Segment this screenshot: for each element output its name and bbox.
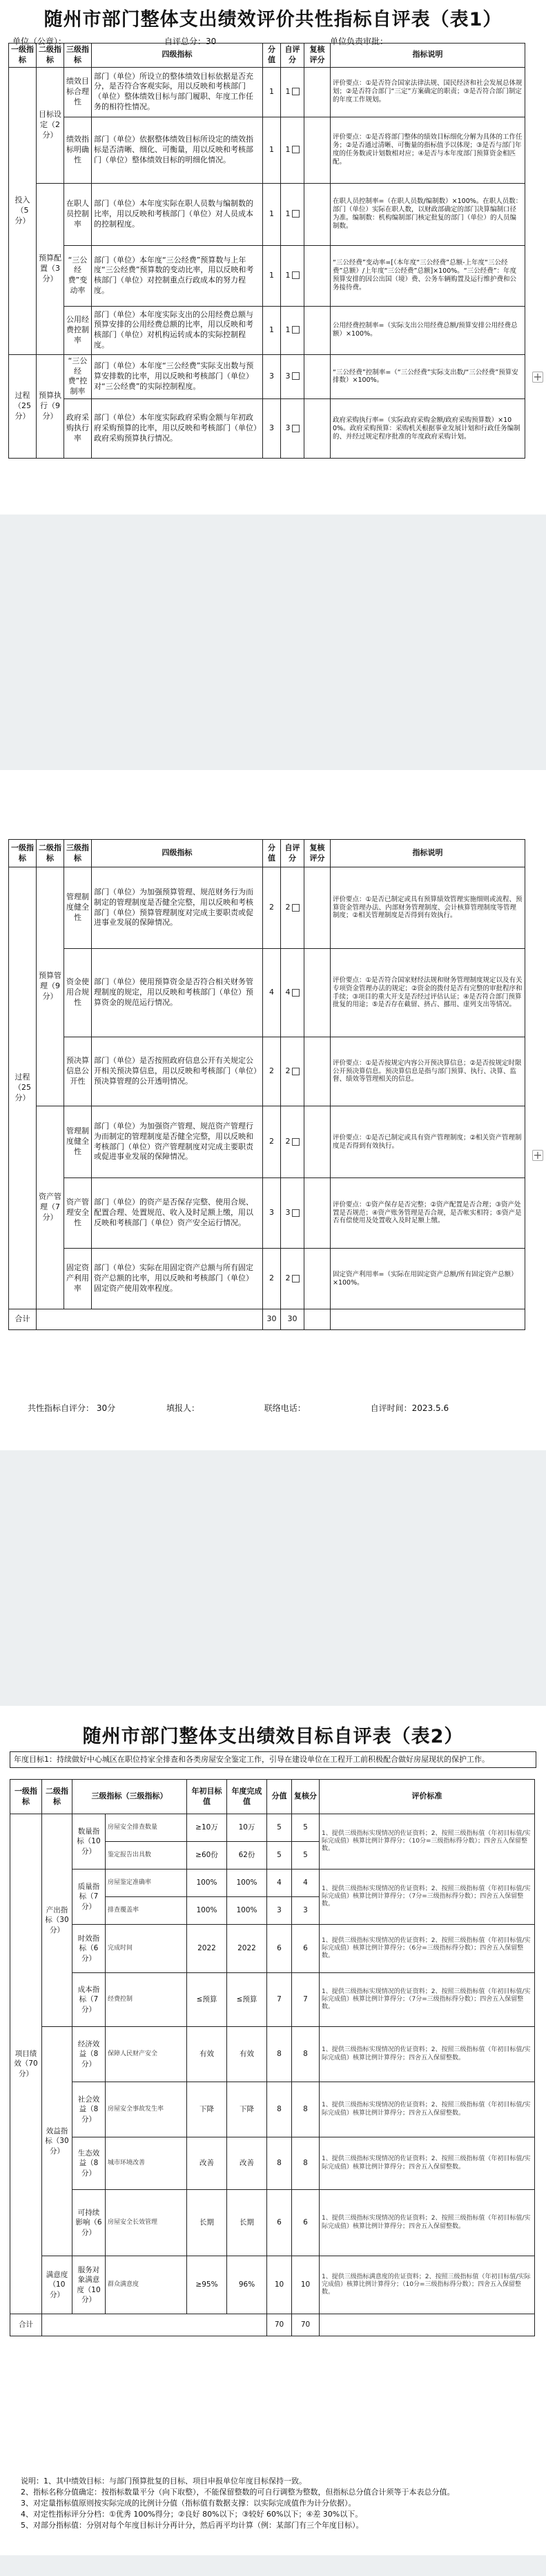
- actual-value: 10万: [227, 1814, 267, 1842]
- level2-cell: 预算配置（3分）: [37, 183, 64, 354]
- self-score-cell[interactable]: [281, 183, 304, 245]
- explanation-cell: 评价要点：①是否符合国家法律法规、国民经济和社会发展总体规划；②是否符合部门“三定”方案确定的职责；③是否符合部门制定的年度工作规划。: [331, 67, 525, 117]
- actual-value: 100%: [227, 1869, 267, 1897]
- table-row: [9, 1106, 525, 1178]
- indicator-name: 经费控制: [106, 1973, 187, 2027]
- level2-cell: 效益指标（30分）: [42, 2027, 72, 2256]
- total-review-score[interactable]: [304, 1309, 331, 1330]
- criteria-cell: 1、提供三级指标实现情况的佐证资料；2、按照三级指标值（年初目标值/实际完成值）核算比例计算得分；四舍五入保留整数。: [320, 2027, 535, 2082]
- self-score-cell[interactable]: [281, 354, 304, 398]
- table-header-row: [9, 840, 525, 867]
- criteria-cell: 1、提供三级指标实现情况的佐证资料；2、按照三级指标值（年初目标值/实际完成值）核算比例计算得分；（10分=三级指标得分数）；四舍五入保留整数。: [320, 1814, 535, 1869]
- total-review[interactable]: 70: [292, 2314, 320, 2336]
- criteria-cell: 1、提供三级指标实现情况的佐证资料；2、按照三级指标值（年初目标值/实际完成值）核算比例计算得分；四舍五入保留整数。: [320, 2082, 535, 2137]
- header-cell: 三级指标: [64, 840, 92, 867]
- score-value: 7: [267, 1973, 292, 2027]
- table-header-row: [10, 1780, 535, 1814]
- note-line: 5、对部分指标值：分别对每个年度目标计分再计分，然后再平均计算（例：某部门有三个年度目标）。: [21, 2520, 364, 2530]
- table-row: [10, 2256, 535, 2314]
- self-score: 3: [285, 1208, 291, 1218]
- header-cell: 三级指标（三级指标）: [72, 1780, 187, 1814]
- level3-cell: 绩效指标明确性: [64, 117, 92, 183]
- total-explanation: [331, 1309, 525, 1330]
- header-cell: 四级指标: [92, 840, 263, 867]
- page-title: 随州市部门整体支出绩效评价共性指标自评表（表1）: [43, 9, 503, 30]
- header-cell: 指标说明: [331, 44, 525, 68]
- value-cell: 1: [263, 117, 281, 183]
- header-cell: 二级指标: [37, 840, 64, 867]
- review-value[interactable]: 5: [292, 1814, 320, 1842]
- self-score: 1: [285, 209, 291, 218]
- review-score-cell[interactable]: [304, 1249, 331, 1309]
- score-value: 6: [267, 1925, 292, 1973]
- indicator-table-2: [8, 839, 525, 1330]
- indicator-table-1: [8, 43, 525, 459]
- level2-cell: 满意度（10分）: [42, 2256, 72, 2314]
- table-row: [9, 183, 525, 245]
- review-score-cell[interactable]: [304, 949, 331, 1037]
- indicator-name: 群众满意度: [106, 2256, 187, 2314]
- self-score-cell[interactable]: [281, 949, 304, 1037]
- level3-cell: 社会效益（8分）: [72, 2082, 106, 2137]
- table-row: [10, 2190, 535, 2256]
- total-row: [9, 1309, 525, 1330]
- review-value[interactable]: 5: [292, 1842, 320, 1869]
- level3-cell: 数量指标（10分）: [72, 1814, 106, 1869]
- table-row: [10, 2027, 535, 2082]
- checkbox-icon[interactable]: [292, 425, 300, 432]
- footer-line: [28, 1402, 449, 1414]
- self-score: 3: [285, 423, 291, 433]
- header-cell: 指标说明: [331, 840, 525, 867]
- header-cell: 一级指标: [10, 1780, 42, 1814]
- indicator-name: 完成时间: [106, 1925, 187, 1973]
- level4-cell: 部门（单位）为加强资产管理、规范资产管理行为而制定的管理制度是否健全完整，用以反映和考核部门（单位）资产管理制度对完成主要职责或促进事业发展的保障情况。: [92, 1106, 263, 1178]
- header-cell: 年初目标值: [187, 1780, 227, 1814]
- level3-cell: 管理制度健全性: [64, 1106, 92, 1178]
- review-value[interactable]: 6: [292, 1925, 320, 1973]
- actual-value: 下降: [227, 2082, 267, 2137]
- level3-cell: “三公经费”变动率: [64, 245, 92, 306]
- level4-cell: 部门（单位）依据整体绩效目标所设定的绩效指标是否清晰、细化、可衡量，用以反映和考核部门（单位）整体绩效目标的明细化情况。: [92, 117, 263, 183]
- value-cell: 2: [263, 1106, 281, 1178]
- self-score-cell[interactable]: [281, 245, 304, 306]
- checkbox-icon[interactable]: [292, 989, 300, 997]
- review-score-cell[interactable]: [304, 1037, 331, 1106]
- value-cell: 3: [263, 1178, 281, 1249]
- level3-cell: 资产管理安全性: [64, 1178, 92, 1249]
- table-row: [9, 399, 525, 459]
- review-score-cell[interactable]: [304, 399, 331, 459]
- indicator-name: 城市环境改善: [106, 2137, 187, 2190]
- value-cell: 1: [263, 67, 281, 117]
- add-row-icon[interactable]: +: [533, 370, 543, 383]
- header-cell: 分值: [263, 44, 281, 68]
- footer-score-label: 共性指标自评分：: [28, 1403, 95, 1413]
- checkbox-icon[interactable]: [292, 372, 300, 380]
- level3-cell: 服务对象满意度（10分）: [72, 2256, 106, 2314]
- level2-cell: 目标设定（2分）: [37, 67, 64, 183]
- target-value: 有效: [187, 2027, 227, 2082]
- note-line: 3、对定量指标值原则按实际完成的比例计分值（指标值有数据支撑：以实际完成值作为计分依据）。: [21, 2498, 356, 2508]
- checkbox-icon[interactable]: [292, 326, 300, 334]
- total-spacer: [42, 2314, 267, 2336]
- target-value: 改善: [187, 2137, 227, 2190]
- header-cell: 年度完成值: [227, 1780, 267, 1814]
- self-score: 1: [285, 86, 291, 96]
- checkbox-icon[interactable]: [292, 271, 300, 279]
- actual-value: 62份: [227, 1842, 267, 1869]
- level3-cell: 生态效益（8分）: [72, 2137, 106, 2190]
- table-row: [10, 2137, 535, 2190]
- checkbox-icon[interactable]: [292, 1138, 300, 1146]
- document-page-2: [0, 770, 546, 1450]
- self-score: 2: [285, 1137, 291, 1146]
- indicator-name: 鉴定报告出具数: [106, 1842, 187, 1869]
- level1-cell: 投入（5分）: [9, 67, 37, 354]
- level3-cell: “三公经费”控制率: [64, 354, 92, 398]
- total-row: [10, 2314, 535, 2336]
- level4-cell: 部门（单位）实际在用固定资产总额与所有固定资产总额的比率，用以反映和考核部门（单位）固定资产使用效率程度。: [92, 1249, 263, 1309]
- level3-cell: 在职人员控制率: [64, 183, 92, 245]
- self-score-cell[interactable]: [281, 399, 304, 459]
- page-title: 随州市部门整体支出绩效目标自评表（表2）: [82, 1726, 464, 1747]
- level3-cell: 预决算信息公开性: [64, 1037, 92, 1106]
- criteria-cell: 1、提供三级指标实现情况的佐证资料；2、按照三级指标值（年初目标值/实际完成值）核算比例计算得分；（7分=三级指标得分数）；四舍五入保留整数。: [320, 1869, 535, 1925]
- indicator-name: 保障人民财产安全: [106, 2027, 187, 2082]
- header-cell: 分值: [263, 840, 281, 867]
- self-score: 3: [285, 371, 291, 381]
- self-score-cell[interactable]: [281, 867, 304, 949]
- total-spacer: [37, 1309, 263, 1330]
- review-value[interactable]: 8: [292, 2027, 320, 2082]
- total-criteria: [320, 2314, 535, 2336]
- level2-cell: 产出指标（30分）: [42, 1814, 72, 2027]
- table-row: [9, 306, 525, 354]
- table-row: [9, 117, 525, 183]
- checkbox-icon[interactable]: [292, 210, 300, 218]
- level4-cell: 部门（单位）的资产是否保存完整、使用合规、配置合理、处置规范、收入及时足额上缴，用以反映和考核部门（单位）资产安全运行情况。: [92, 1178, 263, 1249]
- actual-value: 长期: [227, 2190, 267, 2256]
- value-cell: 1: [263, 183, 281, 245]
- explanation-cell: 政府采购执行率=（实际政府采购金额/政府采购预算数）×100%。政府采购预算：采购机关根据事业发展计划和行政任务编制的、并经过规定程序批准的年度政府采购计划。: [331, 399, 525, 459]
- total-value: 30: [263, 1309, 281, 1330]
- total-label: 合计: [9, 1309, 37, 1330]
- checkbox-icon[interactable]: [292, 1068, 300, 1075]
- checkbox-icon[interactable]: [292, 904, 300, 912]
- target-value: 100%: [187, 1869, 227, 1897]
- document-page-3: [0, 1706, 546, 2555]
- level1-cell: 过程（25分）: [9, 867, 37, 1309]
- level3-cell: 可持续影响（6分）: [72, 2190, 106, 2256]
- review-value[interactable]: 10: [292, 2256, 320, 2314]
- footer-date: 自评时间：2023.5.6: [370, 1403, 449, 1413]
- level1-cell: 过程（25分）: [9, 354, 37, 458]
- actual-value: 有效: [227, 2027, 267, 2082]
- level2-cell: 预算管理（9分）: [37, 867, 64, 1106]
- score-value: 6: [267, 2190, 292, 2256]
- target-value: ≥95%: [187, 2256, 227, 2314]
- header-cell: 复核评分: [304, 44, 331, 68]
- score-value: 5: [267, 1842, 292, 1869]
- header-cell: 分值: [267, 1780, 292, 1814]
- level3-cell: 时效指标（6分）: [72, 1925, 106, 1973]
- table-row: [10, 1869, 535, 1897]
- checkbox-icon[interactable]: [292, 1275, 300, 1282]
- unit-label: 单位（公章）：: [12, 37, 67, 46]
- add-row-icon[interactable]: +: [533, 1148, 543, 1162]
- review-value[interactable]: 7: [292, 1973, 320, 2027]
- actual-value: ≤预算: [227, 1973, 267, 2027]
- target-value: 100%: [187, 1897, 227, 1925]
- target-value: 下降: [187, 2082, 227, 2137]
- score-value: 8: [267, 2137, 292, 2190]
- level4-cell: 部门（单位）使用预算资金是否符合相关财务管理制度的规定，用以反映和考核部门（单位）预算资金的规范运行情况。: [92, 949, 263, 1037]
- indicator-name: 排查覆盖率: [106, 1897, 187, 1925]
- explanation-cell: 在职人员控制率=（在职人员数/编制数）×100%。在职人员数：部门（单位）实际在职人数，以财政部确定的部门决算编制口径为准。编制数：机构编制部门核定批复的部门（单位）的人员编制数。: [331, 183, 525, 245]
- table-row: [9, 354, 525, 398]
- table-row: [10, 2082, 535, 2137]
- header-cell: 自评分: [281, 840, 304, 867]
- self-score-cell[interactable]: [281, 117, 304, 183]
- review-score-cell[interactable]: [304, 1106, 331, 1178]
- value-cell: 2: [263, 1249, 281, 1309]
- self-score-cell[interactable]: [281, 1106, 304, 1178]
- self-score: 2: [285, 1066, 291, 1076]
- goal-table: [10, 1779, 535, 2336]
- review-score-cell[interactable]: [304, 1178, 331, 1249]
- footer-contact-label: 联络电话：: [264, 1403, 306, 1413]
- level4-cell: 部门（单位）本年度“三公经费”预算数与上年度“三公经费”预算数的变动比率，用以反映和考核部门（单位）对控制重点行政成本的努力程度。: [92, 245, 263, 306]
- total-value: 70: [267, 2314, 292, 2336]
- value-cell: 2: [263, 867, 281, 949]
- checkbox-icon[interactable]: [292, 88, 300, 95]
- self-score: 1: [285, 144, 291, 154]
- self-score: 4: [285, 988, 291, 997]
- explanation-cell: 评价要点：①是否将部门整体的绩效目标细化分解为具体的工作任务；②是否通过清晰、可衡量的指标值予以体现；③是否与部门年度的任务数或计划数相对应；④是否与本年度部门预算资金相匹配。: [331, 117, 525, 183]
- level3-cell: 质量指标（7分）: [72, 1869, 106, 1925]
- explanation-cell: “三公经费”控制率=（“三公经费”实际支出数/“三公经费”预算安排数）×100%。: [331, 354, 525, 398]
- level3-cell: 经济效益（8分）: [72, 2027, 106, 2082]
- table-row: [10, 1973, 535, 2027]
- table-row: [9, 867, 525, 949]
- review-value[interactable]: 6: [292, 2190, 320, 2256]
- indicator-name: 房屋安全事故发生率: [106, 2082, 187, 2137]
- self-score-cell[interactable]: [281, 1249, 304, 1309]
- value-cell: 4: [263, 949, 281, 1037]
- review-value[interactable]: 3: [292, 1897, 320, 1925]
- level4-cell: 部门（单位）所设立的整体绩效目标依据是否充分，是否符合客观实际，用以反映和考核部门（单位）整体绩效目标与部门履职、年度工作任务的相符性情况。: [92, 67, 263, 117]
- note-line: 2、指标名称分值确定：按指标数量平分（向下取整），不能保留整数的可自行调整为整数，但指标总分值合计须等于本表总分值。: [21, 2487, 455, 2497]
- explanation-cell: 固定资产利用率=（实际在用固定资产总额/所有固定资产总额）×100%。: [331, 1249, 525, 1309]
- review-value[interactable]: 8: [292, 2137, 320, 2190]
- table-row: [9, 1178, 525, 1249]
- footer-fill-label: 填报人：: [166, 1403, 199, 1413]
- value-cell: 2: [263, 1037, 281, 1106]
- score-label: 自评总分：30: [164, 37, 217, 46]
- level3-cell: 资金使用合规性: [64, 949, 92, 1037]
- criteria-cell: 1、提供三级指标实现情况的佐证资料；2、按照三级指标值（年初目标值/实际完成值）核算比例计算得分；四舍五入保留整数。: [320, 2190, 535, 2256]
- level3-cell: 成本指标（7分）: [72, 1973, 106, 2027]
- level3-cell: 政府采购执行率: [64, 399, 92, 459]
- footer-score-value: 30分: [96, 1403, 116, 1413]
- target-value: ≤预算: [187, 1973, 227, 2027]
- target-value: ≥10万: [187, 1814, 227, 1842]
- explanation-cell: “三公经费”变动率=[（本年度“三公经费”总额-上年度“三公经费”总额）/上年度“三公经费”总额]×100%。“三公经费”：年度预算安排的因公出国（境）费、公务车辆购置及运行维护费和公务接待费。: [331, 245, 525, 306]
- self-score-cell[interactable]: [281, 1178, 304, 1249]
- explanation-cell: 评价要点：①是否已制定或具有资产管理制度；②相关资产管理制度是否得到有效执行。: [331, 1106, 525, 1178]
- review-score-cell[interactable]: [304, 183, 331, 245]
- header-cell: 二级指标: [42, 1780, 72, 1814]
- review-score-cell[interactable]: [304, 354, 331, 398]
- checkbox-icon[interactable]: [292, 146, 300, 153]
- level4-cell: 部门（单位）本年度实际在职人员数与编制数的比率，用以反映和考核部门（单位）对人员成本的控制程度。: [92, 183, 263, 245]
- header-cell: 复核分: [292, 1780, 320, 1814]
- actual-value: 2022: [227, 1925, 267, 1973]
- review-value[interactable]: 4: [292, 1869, 320, 1897]
- leader-label: 单位负责审批：: [330, 37, 389, 46]
- table-row: [9, 949, 525, 1037]
- level3-cell: 绩效目标合理性: [64, 67, 92, 117]
- criteria-cell: 1、提供三级指标实现情况的佐证资料；2、按照三级指标值（年初目标值/实际完成值）核算比例计算得分；（7分=三级指标得分数）；四舍五入保留整数。: [320, 1973, 535, 2027]
- header-cell: 复核评分: [304, 840, 331, 867]
- criteria-cell: 1、提供三级指标实现情况的佐证资料；2、按照三级指标值（年初目标值/实际完成值）核算比例计算得分；（6分=三级指标得分数）；四舍五入保留整数。: [320, 1925, 535, 1973]
- level2-cell: 预算执行（9分）: [37, 354, 64, 458]
- self-score: 2: [285, 1273, 291, 1283]
- self-score-cell[interactable]: [281, 1037, 304, 1106]
- table-row: [9, 1249, 525, 1309]
- indicator-name: 房屋安全排查数量: [106, 1814, 187, 1842]
- explanation-cell: 评价要点：①资产保存是否完整；②资产配置是否合理；③资产处置是否规范；④资产账务管理是否合规，是否帐实相符；⑤资产是否有偿使用及处置收入及时足额上缴。: [331, 1178, 525, 1249]
- total-self-score: 30: [281, 1309, 304, 1330]
- table-row: [9, 67, 525, 117]
- explanation-cell: 评价要点：①是否已制定或具有预算绩效管理实施细则或流程、预算资金管理办法、内部财务管理制度、会计核算管理制度等管理制度；②相关管理制度是否得到有效执行。: [331, 867, 525, 949]
- criteria-cell: 1、提供三级指标实现情况的佐证资料；2、按照三级指标值（年初目标值/实际完成值）核算比例计算得分；四舍五入保留整数。: [320, 2137, 535, 2190]
- document-page-1: [0, 0, 546, 515]
- indicator-name: 房屋安全长效管理: [106, 2190, 187, 2256]
- level3-cell: 公用经费控制率: [64, 306, 92, 354]
- level1-cell: 项目绩效（70分）: [10, 1814, 42, 2314]
- self-score: 2: [285, 903, 291, 912]
- header-cell: 一级指标: [9, 44, 37, 68]
- header-cell: 二级指标: [37, 44, 64, 68]
- self-score-cell[interactable]: [281, 306, 304, 354]
- actual-value: 改善: [227, 2137, 267, 2190]
- table-row: [9, 1037, 525, 1106]
- self-score: 1: [285, 270, 291, 280]
- header-cell: 评价标准: [320, 1780, 535, 1814]
- self-score: 1: [285, 325, 291, 334]
- annual-goal: 年度目标1：持续做好中心城区在职位持家全排查和各类房屋安全鉴定工作，引导在建设单位在工程开工前积极配合做好房屋现状的保护工作。: [10, 1751, 536, 1768]
- checkbox-icon[interactable]: [292, 1209, 300, 1217]
- review-score-cell[interactable]: [304, 117, 331, 183]
- total-label: 合计: [10, 2314, 42, 2336]
- score-value: 4: [267, 1869, 292, 1897]
- review-score-cell[interactable]: [304, 867, 331, 949]
- value-cell: 1: [263, 306, 281, 354]
- header-cell: 四级指标: [92, 44, 263, 68]
- score-value: 3: [267, 1897, 292, 1925]
- self-score-cell[interactable]: [281, 67, 304, 117]
- explanation-cell: 评价要点：①是否符合国家财经法规和财务管理制度规定以及有关专项资金管理办法的规定；②资金的拨付是否有完整的审批程序和手续；③项目的重大开支是否经过评估认证；④是否符合部门预算批复的用途；⑤是否存在截留、挤占、挪用、虚列支出等情况。: [331, 949, 525, 1037]
- notes-block: [21, 2476, 525, 2531]
- level4-cell: 部门（单位）本年度实际支出的公用经费总额与预算安排的公用经费总额的比率，用以反映和考核部门（单位）对机构运转成本的实际控制程度。: [92, 306, 263, 354]
- table-header-row: [9, 44, 525, 68]
- score-value: 8: [267, 2082, 292, 2137]
- target-value: 长期: [187, 2190, 227, 2256]
- score-value: 8: [267, 2027, 292, 2082]
- target-value: ≥60份: [187, 1842, 227, 1869]
- level3-cell: 管理制度健全性: [64, 867, 92, 949]
- table-row: [10, 1814, 535, 1842]
- level4-cell: 部门（单位）是否按照政府信息公开有关规定公开相关预决算信息，用以反映和考核部门（单位）预决算管理的公开透明情况。: [92, 1037, 263, 1106]
- level3-cell: 固定资产利用率: [64, 1249, 92, 1309]
- target-value: 2022: [187, 1925, 227, 1973]
- value-cell: 3: [263, 354, 281, 398]
- header-cell: 自评分: [281, 44, 304, 68]
- actual-value: 100%: [227, 1897, 267, 1925]
- review-score-cell[interactable]: [304, 245, 331, 306]
- explanation-cell: 评价要点：①是否按规定内容公开预决算信息；②是否按规定时限公开预决算信息。预决算信息是指与部门预算、执行、决算、监督、绩效等管理相关的信息。: [331, 1037, 525, 1106]
- note-line: 4、对定性指标评分分档：①优秀 100%得分；②良好 80%以下；③较好 60%以下；④差 30%以下。: [21, 2509, 363, 2519]
- score-value: 5: [267, 1814, 292, 1842]
- level4-cell: 部门（单位）本年度“三公经费”实际支出数与预算安排数的比率，用以反映和考核部门（单位）对“三公经费”的实际控制程度。: [92, 354, 263, 398]
- score-value: 10: [267, 2256, 292, 2314]
- indicator-name: 房屋鉴定准确率: [106, 1869, 187, 1897]
- review-score-cell[interactable]: [304, 306, 331, 354]
- note-line: 说明：1、其中绩效目标：与部门预算批复的目标、项目申报单位年度目标保持一致。: [21, 2477, 306, 2486]
- actual-value: 96%: [227, 2256, 267, 2314]
- review-score-cell[interactable]: [304, 67, 331, 117]
- header-cell: 一级指标: [9, 840, 37, 867]
- table-row: [9, 245, 525, 306]
- review-value[interactable]: 8: [292, 2082, 320, 2137]
- level4-cell: 部门（单位）本年度实际政府采购金额与年初政府采购预算的比率，用以反映和考核部门（单位）政府采购预算执行情况。: [92, 399, 263, 459]
- explanation-cell: 公用经费控制率=（实际支出公用经费总额/预算安排公用经费总额）×100%。: [331, 306, 525, 354]
- level4-cell: 部门（单位）为加强预算管理、规范财务行为而制定的管理制度是否健全完整，用以反映和考核部门（单位）预算管理制度对完成主要职责或促进事业发展的保障情况。: [92, 867, 263, 949]
- value-cell: 1: [263, 245, 281, 306]
- criteria-cell: 1、提供三级指标满意度的佐证资料；2、按照三级指标值（年初目标值/实际完成值）核算比例计算得分；（10分=三级指标得分数）；四舍五入保留整数。: [320, 2256, 535, 2314]
- header-cell: 三级指标: [64, 44, 92, 68]
- table-row: [10, 1925, 535, 1973]
- level2-cell: 资产管理（7分）: [37, 1106, 64, 1309]
- value-cell: 3: [263, 399, 281, 459]
